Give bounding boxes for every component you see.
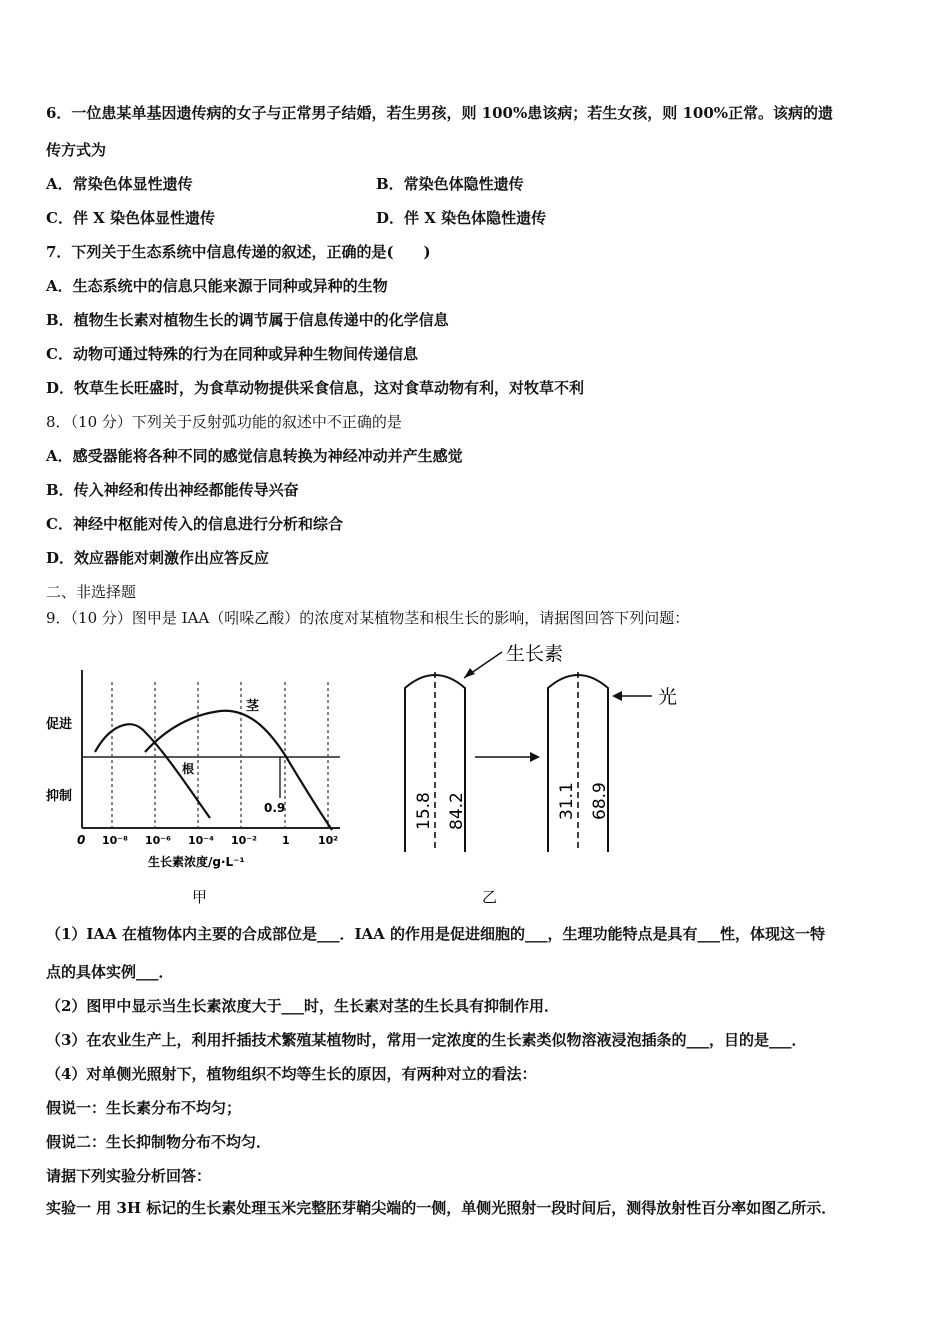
right-value-2: 68.9: [590, 782, 610, 820]
root-curve-label: 根: [182, 762, 195, 776]
q9-sub4: （4）对单侧光照射下，植物组织不均等生长的原因，有两种对立的看法：: [46, 1065, 537, 1083]
q6-option-d: D．伴 X 染色体隐性遗传: [376, 209, 547, 227]
figure-yi: [405, 643, 677, 906]
q9-sub3: （3）在农业生产上，利用扦插技术繁殖某植物时，常用一定浓度的生长素类似物溶液浸泡插条的___，目的是___．: [46, 1031, 807, 1049]
y-label-inhibit: 抑制: [46, 789, 73, 804]
x-tick-1e-2: 10⁻²: [231, 834, 257, 847]
caption-yi: 乙: [482, 888, 498, 906]
x-tick-0: 0: [77, 833, 86, 847]
annotation-value: 0.9: [264, 801, 286, 815]
q7-option-c: C．动物可通过特殊的行为在同种或异种生物间传递信息: [46, 345, 418, 363]
q8-option-a: A．感受器能将各种不同的感觉信息转换为神经冲动并产生感觉: [46, 447, 463, 465]
q9-figures: [40, 640, 720, 915]
q9-hypothesis-2: 假说二：生长抑制物分布不均匀．: [46, 1133, 272, 1151]
q6-stem-line2: 传方式为: [46, 141, 107, 159]
q9-experiment-1: 实验一 用 3H 标记的生长素处理玉米完整胚芽鞘尖端的一侧，单侧光照射一段时间后，测得放射性百分率如图乙所示．: [46, 1199, 837, 1217]
q8-option-b: B．传入神经和传出神经都能传导兴奋: [46, 481, 299, 499]
q6-option-c: C．伴 X 染色体显性遗传: [46, 209, 216, 227]
q8-option-c: C．神经中枢能对传入的信息进行分析和综合: [46, 515, 343, 533]
section-heading: 二、非选择题: [46, 583, 137, 601]
x-tick-1e-4: 10⁻⁴: [188, 834, 214, 847]
q6-option-b: B．常染色体隐性遗传: [376, 175, 524, 193]
q6-stem-line1: 6．一位患某单基因遗传病的女子与正常男子结婚，若生男孩，则 100%患该病；若生女孩，则 100%正常。该病的遗: [46, 104, 834, 122]
transfer-arrowhead: [530, 752, 540, 762]
q8-stem: 8．（10 分）下列关于反射弧功能的叙述中不正确的是: [46, 413, 402, 431]
x-tick-1e-8: 10⁻⁸: [102, 834, 128, 847]
light-arrowhead: [612, 691, 622, 701]
left-value-1: 15.8: [414, 792, 434, 830]
q9-sub1-line1: （1）IAA 在植物体内主要的合成部位是___．IAA 的作用是促进细胞的___，生理功能特点是具有___性，体现这一特: [46, 925, 825, 943]
x-tick-1e-6: 10⁻⁶: [145, 834, 171, 847]
x-axis-label: 生长素浓度/g·L⁻¹: [148, 855, 245, 869]
q9-stem: 9．（10 分）图甲是 IAA（吲哚乙酸）的浓度对某植物茎和根生长的影响，请据图回答下列问题：: [46, 609, 690, 627]
label-auxin: 生长素: [506, 643, 564, 665]
caption-jia: 甲: [192, 888, 208, 906]
q7-option-a: A．生态系统中的信息只能来源于同种或异种的生物: [46, 277, 388, 295]
q7-option-b: B．植物生长素对植物生长的调节属于信息传递中的化学信息: [46, 311, 449, 329]
q9-ask: 请据下列实验分析回答：: [46, 1167, 212, 1185]
q7-stem: 7．下列关于生态系统中信息传递的叙述，正确的是( ): [46, 243, 431, 261]
q8-option-d: D．效应器能对刺激作出应答反应: [46, 549, 270, 567]
x-tick-1: 1: [282, 834, 290, 847]
q9-sub1-line2: 点的具体实例___．: [46, 963, 174, 981]
y-label-promote: 促进: [46, 717, 73, 732]
q7-option-d: D．牧草生长旺盛时，为食草动物提供采食信息，这对食草动物有利，对牧草不利: [46, 379, 585, 397]
stem-curve: [145, 711, 332, 830]
label-light: 光: [658, 686, 678, 708]
x-tick-1e2: 10²: [318, 834, 339, 847]
figure-jia: [46, 670, 340, 906]
stem-curve-label: 茎: [246, 699, 260, 714]
auxin-arrowhead: [464, 668, 475, 678]
q9-hypothesis-1: 假说一：生长素分布不均匀；: [46, 1099, 242, 1117]
left-value-2: 84.2: [447, 792, 467, 830]
q9-sub2: （2）图甲中显示当生长素浓度大于___时，生长素对茎的生长具有抑制作用．: [46, 997, 559, 1015]
q6-option-a: A．常染色体显性遗传: [46, 175, 193, 193]
right-value-1: 31.1: [557, 782, 577, 820]
